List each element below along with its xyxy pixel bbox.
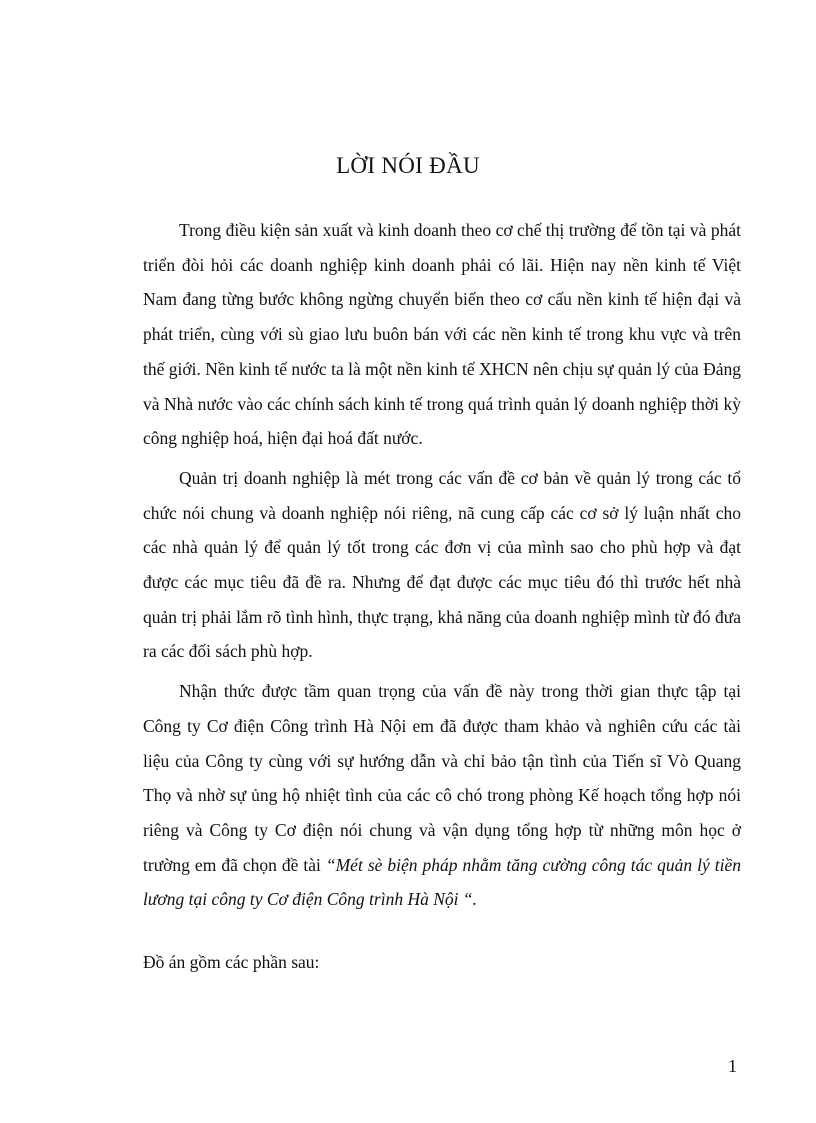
paragraph-1: Trong điều kiện sản xuất và kinh doanh theo cơ chế thị trường để tồn tại và phát triển đòi hỏi các doanh nghiệp kinh doanh phải có lãi. Hiện nay nền kinh tế Việt Nam đang từng bước không ngừng chuyển biến theo cơ cấu nền kinh tế hiện đại và phát triển, cùng với sù giao lưu buôn bán với các nền kinh tế trong khu vực và trên thế giới. Nền kinh tế nước ta là một nền kinh tế XHCN nên chịu sự quản lý của Đảng và Nhà nước vào các chính sách kinh tế trong quá trình quản lý doanh nghiệp thời kỳ công nghiệp hoá, hiện đại hoá đất nước. [143,220,741,449]
page-title: LỜI NÓI ĐẦU [336,153,480,178]
document-body [143,213,741,917]
page-number: 1 [728,1056,737,1076]
closing-line: Đồ án gồm các phần sau: [143,952,320,972]
paragraph-2: Quản trị doanh nghiệp là mét trong các vấn đề cơ bản về quản lý trong các tổ chức nói chung và doanh nghiệp nói riêng, nã cung cấp các cơ sở lý luận nhất cho các nhà quản lý để quản lý tốt trong các đơn vị của mình sao cho phù hợp và đạt được các mục tiêu đã đề ra. Nhưng để đạt được các mục tiêu đó thì trước hết nhà quản trị phải lắm rõ tình hình, thực trạng, khả năng của doanh nghiệp mình từ đó đưa ra các đối sách phù hợp. [143,467,741,662]
paragraph-3-text: Nhận thức được tầm quan trọng của vấn đề này trong thời gian thực tập tại Công ty Cơ điện Công trình Hà Nội em đã được tham khảo và nghiên cứu các tài liệu của Công ty cùng với sự hướng dẫn và chỉ bảo tận tình của Tiến sĩ Vò Quang Thọ và nhờ sự ủng hộ nhiệt tình của các cô chó trong phòng Kế hoạch tổng hợp nói riêng và Công ty Cơ điện nói chung và vận dụng tổng hợp từ những môn học ở trường em đã chọn đề tài [143,681,741,875]
paragraph-3 [143,674,741,917]
thesis-topic-italic: “Mét sè biện pháp nhằm tăng cường công tác quản lý tiền lương tại công ty Cơ điện Công trình Hà Nội “. [143,854,741,910]
